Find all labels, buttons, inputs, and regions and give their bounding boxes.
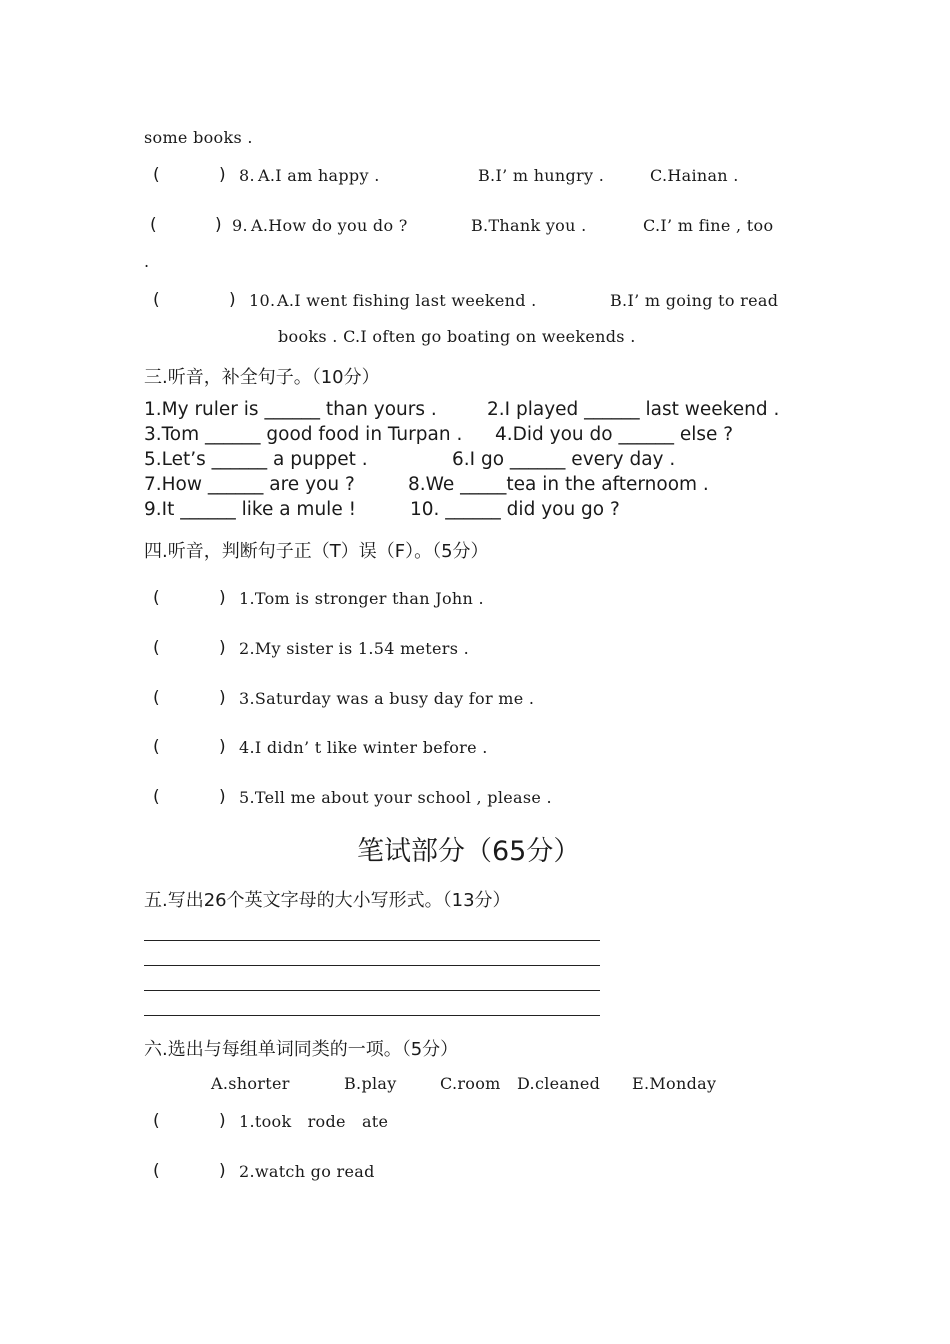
option-continuation: books . C.I often go boating on weekends . — [278, 327, 636, 346]
answer-paren-close: ) — [215, 215, 222, 235]
word-group: 1.took rode ate — [239, 1112, 389, 1131]
answer-paren-open: ( — [153, 1161, 160, 1181]
fill-blank-sentence: 2.I played ______ last weekend . — [487, 399, 780, 420]
statement: 2.My sister is 1.54 meters . — [239, 639, 470, 658]
question-number: 10. — [249, 291, 276, 310]
word-group: 2.watch go read — [239, 1162, 375, 1181]
answer-paren-close: ) — [219, 737, 226, 757]
section-5-title: 五.写出26个英文字母的大小写形式。（13分） — [144, 890, 511, 911]
answer-paren-open: ( — [153, 165, 160, 185]
section-4-title: 四.听音，判断句子正（T）误（F）。（5分） — [144, 541, 489, 562]
word-option: B.play — [344, 1074, 397, 1093]
answer-paren-open: ( — [150, 215, 157, 235]
answer-paren-close: ) — [219, 165, 226, 185]
option-b: B.Thank you . — [471, 216, 587, 235]
fill-blank-sentence: 6.I go ______ every day . — [452, 449, 676, 470]
fill-blank-sentence: 3.Tom ______ good food in Turpan . — [144, 424, 463, 445]
option-a: A.I went fishing last weekend . — [277, 291, 537, 310]
word-option: E.Monday — [632, 1074, 717, 1093]
word-option: A.shorter — [211, 1074, 290, 1093]
answer-paren-open: ( — [153, 638, 160, 658]
fill-blank-sentence: 8.We _____tea in the afternoom . — [408, 474, 709, 495]
fill-blank-sentence: 10. ______ did you go ? — [410, 499, 620, 520]
answer-paren-close: ) — [219, 688, 226, 708]
answer-paren-close: ) — [219, 1161, 226, 1181]
fill-blank-sentence: 4.Did you do ______ else ? — [495, 424, 734, 445]
statement: 1.Tom is stronger than John . — [239, 589, 484, 608]
question-7-tail: some books . — [144, 128, 253, 147]
writing-line — [144, 940, 600, 941]
written-part-title: 笔试部分（65分） — [357, 836, 581, 867]
option-b: B.I’ m going to read — [610, 291, 779, 310]
section-6-title: 六.选出与每组单词同类的一项。（5分） — [144, 1039, 459, 1060]
fill-blank-sentence: 7.How ______ are you ? — [144, 474, 355, 495]
section-3-title: 三.听音，补全句子。（10分） — [144, 367, 380, 388]
answer-paren-open: ( — [153, 1111, 160, 1131]
fill-blank-sentence: 9.It ______ like a mule ! — [144, 499, 357, 520]
writing-line — [144, 1015, 600, 1016]
option-c: C.I’ m fine , too — [643, 216, 774, 235]
word-option: C.room — [440, 1074, 501, 1093]
fill-blank-sentence: 5.Let’s ______ a puppet . — [144, 449, 368, 470]
question-number: 8. — [239, 166, 255, 185]
option-c: C.Hainan . — [650, 166, 739, 185]
writing-line — [144, 965, 600, 966]
answer-paren-open: ( — [153, 787, 160, 807]
answer-paren-close: ) — [229, 290, 236, 310]
answer-paren-open: ( — [153, 737, 160, 757]
wrapped-period: . — [144, 252, 150, 271]
statement: 5.Tell me about your school , please . — [239, 788, 552, 807]
option-a: A.How do you do ? — [251, 216, 408, 235]
statement: 4.I didn’ t like winter before . — [239, 738, 488, 757]
answer-paren-open: ( — [153, 290, 160, 310]
answer-paren-close: ) — [219, 638, 226, 658]
statement: 3.Saturday was a busy day for me . — [239, 689, 535, 708]
answer-paren-close: ) — [219, 787, 226, 807]
question-number: 9. — [232, 216, 248, 235]
answer-paren-close: ) — [219, 588, 226, 608]
option-b: B.I’ m hungry . — [478, 166, 605, 185]
answer-paren-open: ( — [153, 688, 160, 708]
writing-line — [144, 990, 600, 991]
answer-paren-close: ) — [219, 1111, 226, 1131]
option-a: A.I am happy . — [258, 166, 380, 185]
answer-paren-open: ( — [153, 588, 160, 608]
fill-blank-sentence: 1.My ruler is ______ than yours . — [144, 399, 437, 420]
word-option: D.cleaned — [517, 1074, 601, 1093]
